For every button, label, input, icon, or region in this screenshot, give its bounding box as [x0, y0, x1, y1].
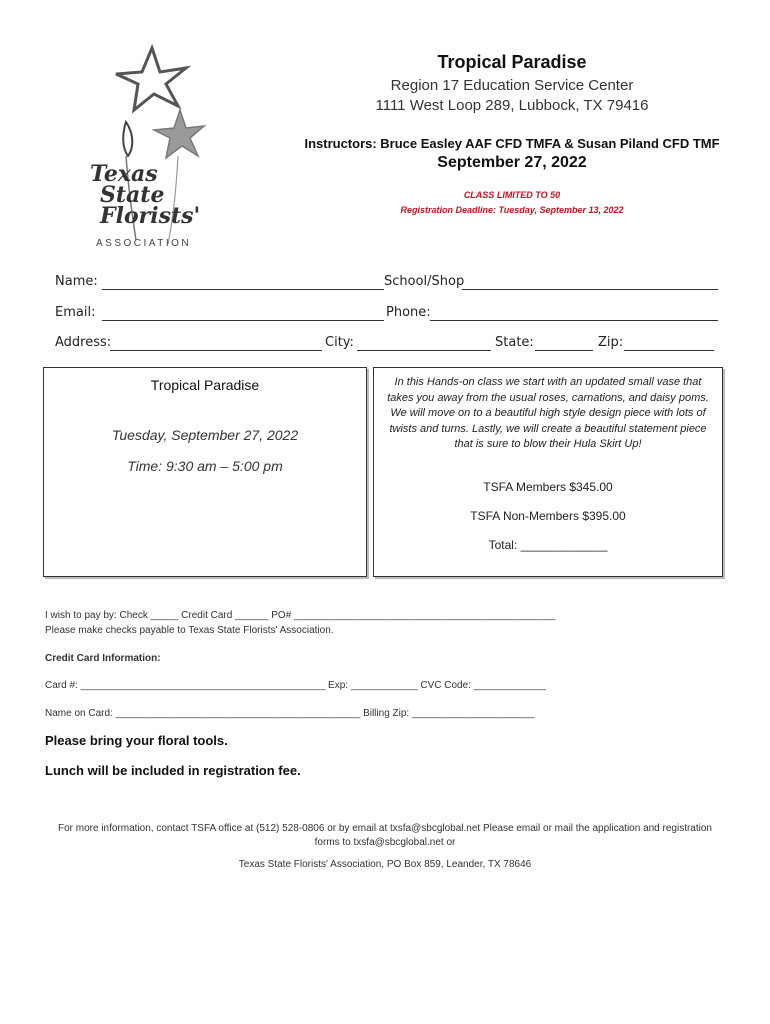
class-date: September 27, 2022 — [437, 154, 587, 171]
logo-text-association: ASSOCIATION — [96, 238, 192, 249]
venue-name: Region 17 Education Service Center — [390, 77, 634, 94]
class-description: In this Hands-on class we start with an updated small vase that takes you away from the usual roses, carnations, and daisy poms. We will move on to a beautiful high style design piece with lots of twists and turns. Lastly, we will create a beautiful statement piece that is sure to blow their Hula Skirt Up! — [387, 376, 709, 450]
total-line[interactable]: Total: _____________ — [488, 538, 608, 552]
phone-label: Phone: — [386, 305, 431, 320]
city-field[interactable] — [357, 350, 491, 351]
registration-deadline: Registration Deadline: Tuesday, September 13, 2022 — [400, 205, 624, 215]
name-on-card-line[interactable]: Name on Card: ____________________________________________ Billing Zip: ______________________ — [45, 708, 535, 719]
address-field[interactable] — [110, 350, 322, 351]
lunch-note: Lunch will be included in registration fee. — [45, 763, 301, 778]
state-field[interactable] — [535, 350, 593, 351]
box-class-date: Tuesday, September 27, 2022 — [111, 427, 299, 443]
logo-text-texas: Texas — [90, 161, 158, 187]
zip-label: Zip: — [598, 335, 624, 350]
nonmembers-price: TSFA Non-Members $395.00 — [470, 509, 626, 523]
card-number-line[interactable]: Card #: ____________________________________________ Exp: ____________ CVC Code: _____________ — [45, 680, 547, 691]
pay-by-line[interactable]: I wish to pay by: Check _____ Credit Card ______ PO# _______________________________________________ — [45, 610, 556, 621]
email-field[interactable] — [102, 320, 384, 321]
footer-info: For more information, contact TSFA office at (512) 528-0806 or by email at txsfa@sbcglobal.net Please email or mail the application and registration forms to txsfa@sbcglobal.net or — [57, 823, 712, 848]
class-description-box — [373, 367, 723, 577]
cc-heading: Credit Card Information: — [45, 653, 161, 664]
tools-note: Please bring your floral tools. — [45, 733, 228, 748]
name-field[interactable] — [102, 289, 384, 290]
members-price: TSFA Members $345.00 — [483, 480, 613, 494]
tsfa-logo — [82, 44, 222, 256]
logo-text-florists: Florists' — [100, 203, 201, 229]
city-label: City: — [325, 335, 354, 350]
box-class-time: Time: 9:30 am – 5:00 pm — [127, 458, 283, 474]
class-limit: CLASS LIMITED TO 50 — [463, 190, 561, 200]
address-label: Address: — [55, 335, 112, 350]
school-field[interactable] — [462, 289, 718, 290]
venue-address: 1111 West Loop 289, Lubbock, TX 79416 — [375, 97, 649, 114]
school-label: School/Shop — [384, 274, 465, 289]
checks-payable-note: Please make checks payable to Texas State Florists' Association. — [45, 625, 334, 636]
class-info-box — [43, 367, 367, 577]
logo-text-state: State — [100, 182, 165, 208]
instructors: Instructors: Bruce Easley AAF CFD TMFA & Susan Piland CFD TMF — [304, 136, 720, 151]
box-class-title: Tropical Paradise — [150, 377, 260, 393]
state-label: State: — [495, 335, 534, 350]
name-label: Name: — [55, 274, 98, 289]
phone-field[interactable] — [430, 320, 718, 321]
page-title: Tropical Paradise — [437, 52, 587, 72]
email-label: Email: — [55, 305, 96, 320]
zip-field[interactable] — [624, 350, 714, 351]
footer-mail-address: Texas State Florists' Association, PO Box 859, Leander, TX 78646 — [238, 859, 532, 870]
